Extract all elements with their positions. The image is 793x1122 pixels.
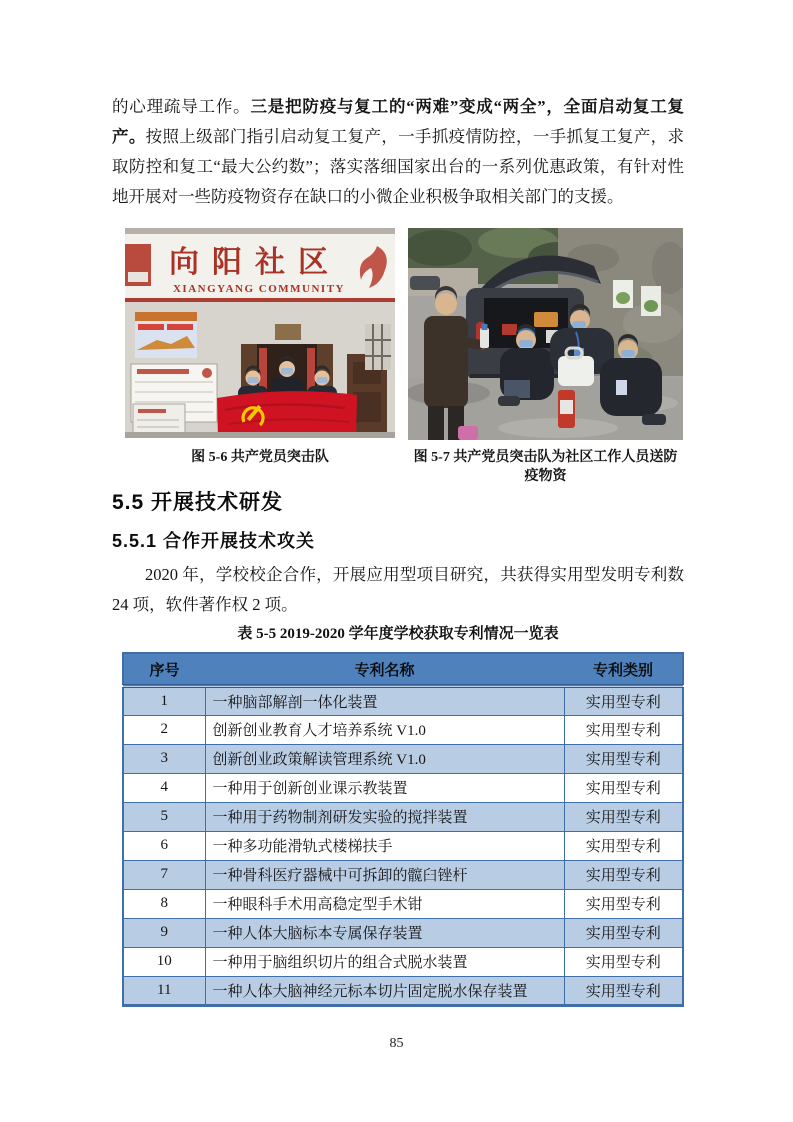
table-row <box>123 889 683 918</box>
paragraph1-prefix: 的心理疏导工作。 <box>112 97 251 116</box>
cell-no: 2 <box>123 715 205 744</box>
figure-captions <box>125 448 683 486</box>
cell-name: 一种用于药物制剂研发实验的搅拌装置 <box>205 802 564 831</box>
table-row <box>123 686 683 715</box>
cell-name: 一种多功能滑轨式楼梯扶手 <box>205 831 564 860</box>
table-row <box>123 802 683 831</box>
table-row <box>123 918 683 947</box>
cell-name: 一种骨科医疗器械中可拆卸的髋臼锉杆 <box>205 860 564 889</box>
table-row <box>123 976 683 1005</box>
table-row <box>123 860 683 889</box>
cell-type: 实用型专利 <box>564 715 683 744</box>
col-header-name: 专利名称 <box>205 653 564 686</box>
cell-no: 6 <box>123 831 205 860</box>
cell-type: 实用型专利 <box>564 889 683 918</box>
cell-no: 4 <box>123 773 205 802</box>
figure-row <box>125 228 683 440</box>
cell-name: 一种脑部解剖一体化装置 <box>205 686 564 715</box>
col-header-no: 序号 <box>123 653 205 686</box>
table-row <box>123 773 683 802</box>
figure-5-6-caption: 图 5-6 共产党员突击队 <box>191 450 329 465</box>
table-row <box>123 947 683 976</box>
cell-name: 一种用于脑组织切片的组合式脱水装置 <box>205 947 564 976</box>
cell-no: 8 <box>123 889 205 918</box>
paragraph-epidemic-resumption <box>112 92 684 212</box>
table-5-5-caption: 表 5-5 2019-2020 学年度学校获取专利情况一览表 <box>237 626 559 642</box>
section-heading-5-5: 5.5 开展技术研发 <box>112 491 284 514</box>
table-row <box>123 715 683 744</box>
paragraph1-bold: 三是把防疫与复工的“两难”变成“两全”，全面启动复工复产。 <box>112 97 685 146</box>
figure-5-7-caption: 图 5-7 共产党员突击队为社区工作人员送防疫物资 <box>413 450 678 484</box>
cell-type: 实用型专利 <box>564 918 683 947</box>
table-header-row <box>123 653 683 686</box>
cell-type: 实用型专利 <box>564 686 683 715</box>
cell-name: 一种人体大脑神经元标本切片固定脱水保存装置 <box>205 976 564 1005</box>
paragraph1-rest: 按照上级部门指引启动复工复产，一手抓疫情防控，一手抓复工复产，求取防控和复工“最大公约数”；落实落细国家出台的一系列优惠政策，有针对性地开展对一些防疫物资存在缺口的小微企业积极争取相关部门的支援。 <box>112 127 685 206</box>
patent-table <box>122 652 684 1007</box>
cell-name: 创新创业政策解读管理系统 V1.0 <box>205 744 564 773</box>
cell-no: 9 <box>123 918 205 947</box>
cell-type: 实用型专利 <box>564 802 683 831</box>
photo-supplies-delivery <box>408 228 683 440</box>
community-sign <box>125 234 395 302</box>
table-row <box>123 744 683 773</box>
cell-name: 一种眼科手术用高稳定型手术钳 <box>205 889 564 918</box>
cell-type: 实用型专利 <box>564 860 683 889</box>
photo-xiangyang-community <box>125 228 395 438</box>
sign-subtitle: XIANGYANG COMMUNITY <box>172 283 346 295</box>
table-row <box>123 831 683 860</box>
cell-no: 11 <box>123 976 205 1005</box>
cell-no: 7 <box>123 860 205 889</box>
sign-title: 向阳社区 <box>169 246 341 279</box>
party-flag <box>217 391 357 438</box>
section-heading-5-5-1: 5.5.1 合作开展技术攻关 <box>112 531 316 551</box>
cell-name: 一种人体大脑标本专属保存装置 <box>205 918 564 947</box>
col-header-type: 专利类别 <box>564 653 683 686</box>
cell-type: 实用型专利 <box>564 773 683 802</box>
cell-type: 实用型专利 <box>564 831 683 860</box>
page-number: 85 <box>389 1036 404 1051</box>
cell-no: 5 <box>123 802 205 831</box>
cell-no: 3 <box>123 744 205 773</box>
cell-no: 10 <box>123 947 205 976</box>
cell-name: 创新创业教育人才培养系统 V1.0 <box>205 715 564 744</box>
cell-type: 实用型专利 <box>564 947 683 976</box>
cell-name: 一种用于创新创业课示教装置 <box>205 773 564 802</box>
cell-type: 实用型专利 <box>564 744 683 773</box>
cell-no: 1 <box>123 686 205 715</box>
paragraph-patents-summary: 2020 年，学校校企合作，开展应用型项目研究，共获得实用型发明专利数 24 项，软件著作权 2 项。 <box>112 565 684 614</box>
cell-type: 实用型专利 <box>564 976 683 1005</box>
